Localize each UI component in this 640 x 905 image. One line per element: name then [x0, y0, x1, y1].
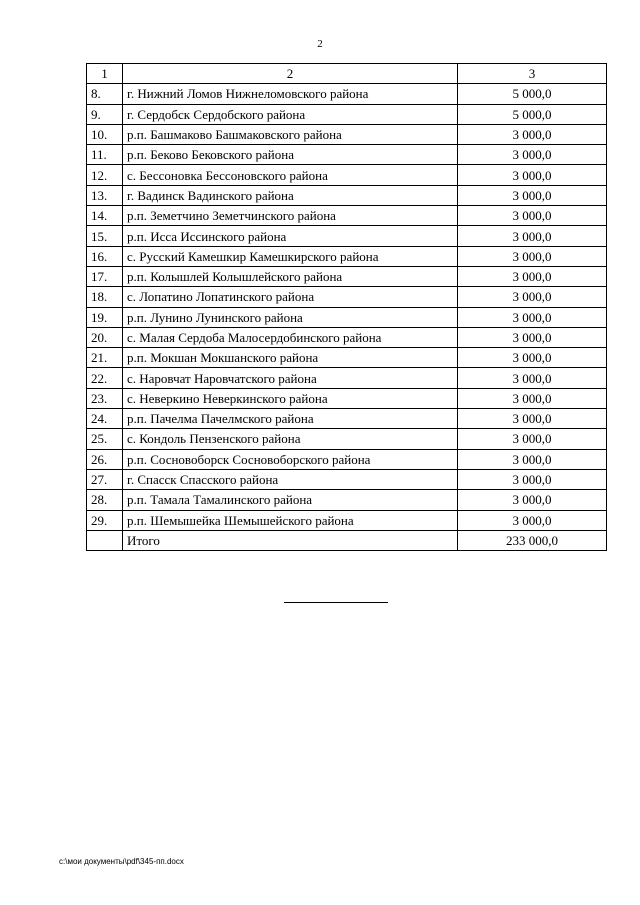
row-number: 11.: [87, 145, 123, 165]
row-amount: 3 000,0: [458, 327, 607, 347]
row-name: с. Бессоновка Бессоновского района: [123, 165, 458, 185]
table-row: [87, 84, 607, 104]
table-row: [87, 287, 607, 307]
row-number: 26.: [87, 449, 123, 469]
row-number: 20.: [87, 327, 123, 347]
row-number: 14.: [87, 206, 123, 226]
table-row: [87, 266, 607, 286]
row-amount: 3 000,0: [458, 226, 607, 246]
row-number: 28.: [87, 490, 123, 510]
row-amount: 3 000,0: [458, 307, 607, 327]
table-row: [87, 490, 607, 510]
row-name: с. Наровчат Наровчатского района: [123, 368, 458, 388]
row-number: 17.: [87, 266, 123, 286]
row-name: с. Русский Камешкир Камешкирского района: [123, 246, 458, 266]
row-amount: 3 000,0: [458, 165, 607, 185]
row-amount: 3 000,0: [458, 449, 607, 469]
row-amount: 3 000,0: [458, 510, 607, 530]
row-number: 29.: [87, 510, 123, 530]
header-cell-amount: 3: [458, 64, 607, 84]
table-row: [87, 469, 607, 489]
row-amount: 5 000,0: [458, 104, 607, 124]
table-row: [87, 348, 607, 368]
row-amount: 3 000,0: [458, 124, 607, 144]
table-row: [87, 307, 607, 327]
funding-table: [86, 63, 607, 551]
file-path: c:\мои документы\pdf\345-пп.docx: [59, 857, 184, 866]
row-name: р.п. Беково Бековского района: [123, 145, 458, 165]
row-name: р.п. Сосновоборск Сосновоборского района: [123, 449, 458, 469]
row-name: р.п. Шемышейка Шемышейского района: [123, 510, 458, 530]
table-row: [87, 246, 607, 266]
row-number: 25.: [87, 429, 123, 449]
row-amount: 3 000,0: [458, 145, 607, 165]
table-row: [87, 327, 607, 347]
row-name: р.п. Тамала Тамалинского района: [123, 490, 458, 510]
row-amount: 3 000,0: [458, 368, 607, 388]
row-number: 22.: [87, 368, 123, 388]
row-number: 12.: [87, 165, 123, 185]
row-amount: 3 000,0: [458, 490, 607, 510]
row-name: г. Нижний Ломов Нижнеломовского района: [123, 84, 458, 104]
row-number: 21.: [87, 348, 123, 368]
separator-line: [284, 602, 388, 603]
table-row: [87, 124, 607, 144]
total-row: [87, 530, 607, 550]
table-row: [87, 449, 607, 469]
row-number: 13.: [87, 185, 123, 205]
row-name: р.п. Лунино Лунинского района: [123, 307, 458, 327]
table-row: [87, 104, 607, 124]
table-row: [87, 206, 607, 226]
row-number: 19.: [87, 307, 123, 327]
table-row: [87, 388, 607, 408]
row-number: 15.: [87, 226, 123, 246]
row-amount: 3 000,0: [458, 409, 607, 429]
total-number: [87, 530, 123, 550]
row-amount: 3 000,0: [458, 266, 607, 286]
row-amount: 3 000,0: [458, 429, 607, 449]
row-name: р.п. Мокшан Мокшанского района: [123, 348, 458, 368]
row-name: с. Кондоль Пензенского района: [123, 429, 458, 449]
row-name: р.п. Башмаково Башмаковского района: [123, 124, 458, 144]
table-header-row: [87, 64, 607, 84]
row-name: с. Неверкино Неверкинского района: [123, 388, 458, 408]
row-name: г. Сердобск Сердобского района: [123, 104, 458, 124]
row-amount: 3 000,0: [458, 388, 607, 408]
row-name: с. Малая Сердоба Малосердобинского района: [123, 327, 458, 347]
row-amount: 3 000,0: [458, 469, 607, 489]
table-row: [87, 185, 607, 205]
row-number: 18.: [87, 287, 123, 307]
row-amount: 3 000,0: [458, 206, 607, 226]
header-cell-number: 1: [87, 64, 123, 84]
table-row: [87, 409, 607, 429]
row-name: р.п. Колышлей Колышлейского района: [123, 266, 458, 286]
row-name: г. Спасск Спасского района: [123, 469, 458, 489]
row-amount: 3 000,0: [458, 185, 607, 205]
row-amount: 3 000,0: [458, 287, 607, 307]
table-body: [87, 64, 607, 551]
total-label: Итого: [123, 530, 458, 550]
total-amount: 233 000,0: [458, 530, 607, 550]
row-amount: 3 000,0: [458, 348, 607, 368]
row-name: с. Лопатино Лопатинского района: [123, 287, 458, 307]
row-number: 10.: [87, 124, 123, 144]
row-number: 8.: [87, 84, 123, 104]
table-row: [87, 145, 607, 165]
table-row: [87, 368, 607, 388]
row-name: р.п. Земетчино Земетчинского района: [123, 206, 458, 226]
row-number: 23.: [87, 388, 123, 408]
page-number: 2: [317, 38, 323, 50]
row-amount: 5 000,0: [458, 84, 607, 104]
row-number: 16.: [87, 246, 123, 266]
table-row: [87, 429, 607, 449]
row-name: г. Вадинск Вадинского района: [123, 185, 458, 205]
header-cell-name: 2: [123, 64, 458, 84]
row-amount: 3 000,0: [458, 246, 607, 266]
row-name: р.п. Исса Иссинского района: [123, 226, 458, 246]
table-row: [87, 510, 607, 530]
row-number: 9.: [87, 104, 123, 124]
table-row: [87, 226, 607, 246]
row-name: р.п. Пачелма Пачелмского района: [123, 409, 458, 429]
row-number: 24.: [87, 409, 123, 429]
table-row: [87, 165, 607, 185]
row-number: 27.: [87, 469, 123, 489]
